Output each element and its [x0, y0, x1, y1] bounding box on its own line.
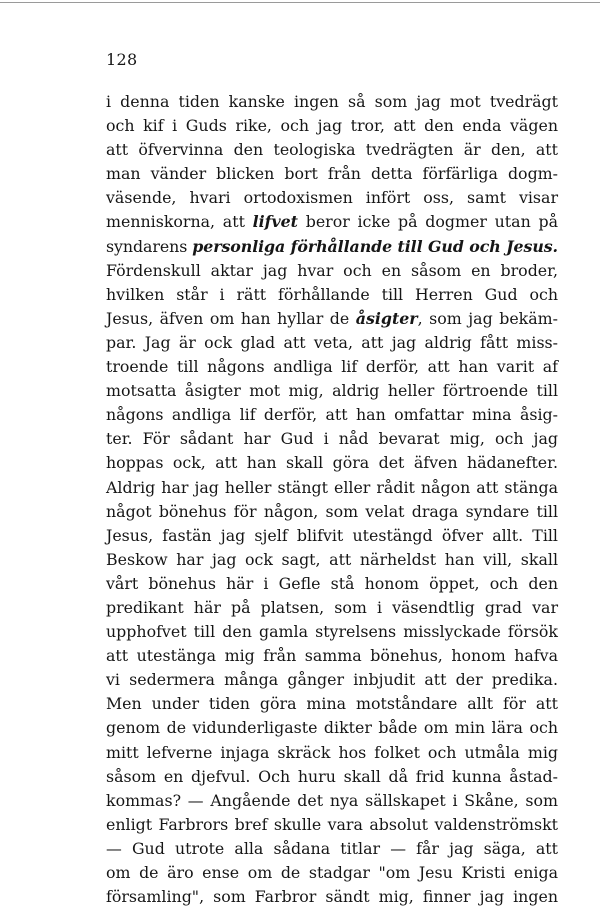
text-run: predikant här på platsen, som i väsendtlig grad var [106, 597, 558, 617]
text-run: vi sedermera många gånger inbjudit att der predika. [106, 670, 558, 690]
text-line [106, 789, 558, 813]
text-line [106, 524, 558, 548]
text-run: hoppas ock, att han skall göra det äfven hädanefter. [106, 453, 558, 473]
text-run: och kif i Guds rike, och jag tror, att den enda vägen [106, 116, 558, 136]
text-line [106, 741, 558, 765]
text-line [106, 138, 558, 162]
text-line [106, 596, 558, 620]
emphasized-text: personliga förhållande till Gud och Jesus. [192, 236, 558, 256]
text-run: , som jag bekäm- [417, 308, 558, 328]
text-line [106, 162, 558, 186]
text-run: Men under tiden göra mina motståndare allt för att [106, 694, 558, 714]
text-line [106, 403, 558, 427]
emphasized-text: åsigter [355, 308, 418, 328]
text-line [106, 451, 558, 475]
text-line [106, 813, 558, 837]
text-line [106, 692, 558, 716]
text-run: kommas? — Angående det nya sällskapet i Skåne, som [106, 790, 558, 810]
emphasized-text: lifvet [252, 212, 298, 232]
text-run: något bönehus för någon, som velat draga syndare till [106, 501, 558, 521]
text-run: någons andliga lif derför, att han omfattar mina åsig- [106, 405, 558, 425]
text-line [106, 668, 558, 692]
text-run: i denna tiden kanske ingen så som jag mot tvedrägt [106, 92, 558, 111]
text-run: upphofvet till den gamla styrelsens misslyckade försök [106, 622, 558, 642]
text-run: genom de vidunderligaste dikter både om min lära och [106, 718, 558, 738]
text-run: Jesus, äfven om han hyllar de [106, 308, 356, 328]
text-run: ter. För sådant har Gud i nåd bevarat mig, och jag [106, 429, 558, 449]
text-run: enligt Farbrors bref skulle vara absolut valdenströmskt [106, 814, 558, 834]
text-line [106, 307, 558, 331]
text-line [106, 90, 558, 114]
text-run: menniskorna, att [106, 212, 253, 232]
text-run: syndarens [106, 236, 193, 256]
text-run: motsatta åsigter mot mig, aldrig heller förtroende till [106, 381, 558, 401]
text-line [106, 644, 558, 668]
text-line [106, 235, 558, 259]
page-number: 128 [106, 50, 138, 69]
body-text [106, 90, 558, 909]
text-run: Beskow har jag ock sagt, att närheldst han vill, skall [106, 549, 558, 569]
text-run: troende till någons andliga lif derför, att han varit af [106, 357, 558, 377]
text-run: församling", som Farbror sändt mig, finner jag ingen [106, 887, 558, 907]
text-line [106, 259, 558, 283]
text-run: Jesus, fastän jag sjelf blifvit utestängd öfver allt. Till [106, 525, 558, 545]
text-run: att öfvervinna den teologiska tvedrägten är den, att [106, 140, 558, 160]
text-run: par. Jag är ock glad att veta, att jag aldrig fått miss- [106, 332, 558, 352]
text-run: man vänder blicken bort från detta förfärliga dogm- [106, 164, 558, 184]
text-line [106, 355, 558, 379]
text-line [106, 427, 558, 451]
text-run: beror icke på dogmer utan på [297, 212, 559, 232]
text-line [106, 283, 558, 307]
text-run: såsom en djefvul. Och huru skall då frid kunna åstad- [106, 766, 558, 786]
text-line [106, 620, 558, 644]
text-line [106, 186, 558, 210]
text-line [106, 765, 558, 789]
text-line [106, 500, 558, 524]
text-run: vårt bönehus här i Gefle stå honom öppet, och den [106, 573, 558, 593]
text-run: hvilken står i rätt förhållande till Herren Gud och [106, 284, 558, 304]
text-line [106, 885, 558, 909]
text-run: mitt lefverne injaga skräck hos folket och utmåla mig [106, 742, 558, 762]
text-line [106, 548, 558, 572]
text-run: om de äro ense om de stadgar "om Jesu Kristi eniga [106, 863, 558, 882]
text-run: Fördenskull aktar jag hvar och en såsom en broder, [106, 260, 558, 280]
text-line [106, 476, 558, 500]
text-line [106, 331, 558, 355]
text-line [106, 210, 558, 234]
text-line [106, 572, 558, 596]
text-run: att utestänga mig från samma bönehus, honom hafva [106, 646, 558, 666]
text-line [106, 837, 558, 861]
top-rule [0, 2, 600, 3]
text-run: Aldrig har jag heller stängt eller rådit någon att stänga [106, 477, 558, 497]
text-line [106, 716, 558, 740]
text-line [106, 379, 558, 403]
text-line [106, 114, 558, 138]
text-line [106, 861, 558, 885]
text-run: väsende, hvari ortodoxismen infört oss, samt visar [106, 188, 558, 208]
text-run: — Gud utrote alla sådana titlar — får jag säga, att [106, 838, 558, 858]
